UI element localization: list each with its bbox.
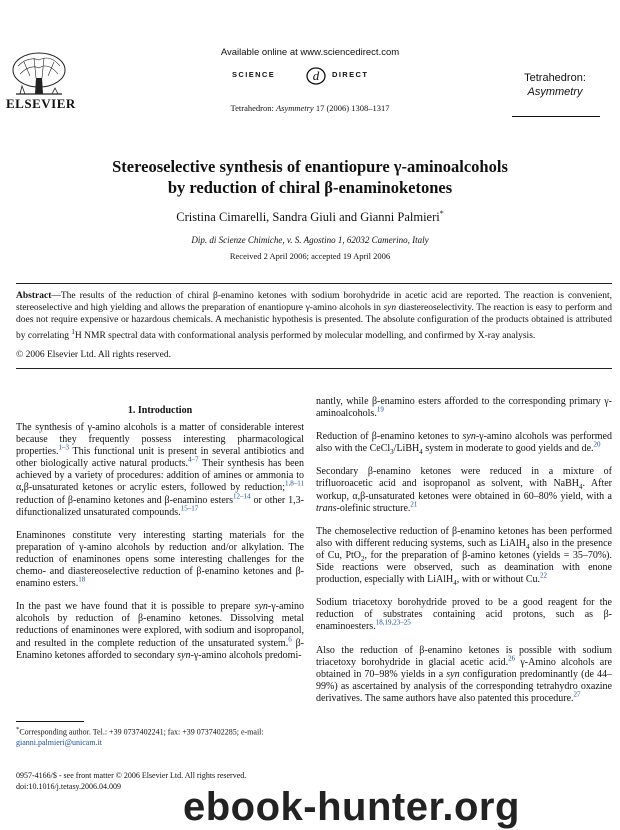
- paragraph: Enaminones constitute very interesting starting materials for the preparation of γ-amino alcohols by reduction and/or alkylation. The reduction of enaminones opens some interesting challenges for the chemo- and diastereoselective reduction of β-enamino ketones and β-enamino esters.$^{18}$: [16, 529, 304, 590]
- paragraph: The synthesis of γ-amino alcohols is a matter of considerable interest because they frequently possess interesting pharmacological properties.$^{1-3}$ This functional unit is present in several antibiotics and other biologically active natural products.$^{4-7}$ Their synthesis has been achieved by a variety of procedures: addition of amines or ammonia to α,β-unsaturated ketones or acrylic esters, followed by reduction;$^{1,8-11}$ reduction of β-enamino ketones and β-enamino esters$^{12-14}$ or other 1,3-difunctionalized unsaturated compounds.$^{15-17}$: [16, 422, 304, 518]
- abstract-syn: syn: [383, 303, 397, 313]
- journal-name-line2: Asymmetry: [527, 86, 583, 98]
- available-online[interactable]: Available online at www.sciencedirect.com: [220, 47, 400, 58]
- paragraph: Sodium triacetoxy borohydride proved to be a good reagent for the reduction of substrates containing acid protons, such as β-enaminoesters.$^{18,19,23-25}$: [316, 597, 612, 633]
- footnote-mark: *: [16, 726, 20, 733]
- paragraph: The chemoselective reduction of β-enamino ketones has been performed also with different reducing systems, such as LiAlH$_4$ also in the presence of Cu, PtO$_2$, for the preparation of β-amino ketones (yields = 35–70%). Side reactions were observed, such as deamination with enone production, especially with LiAlH$_4$, with or without Cu.$^{22}$: [316, 525, 613, 588]
- article-title: [20, 156, 600, 198]
- abstract-sup: 1: [71, 328, 75, 336]
- paragraph: In the past we have found that it is possible to prepare syn-γ-amino alcohols by reduction of β-enamino ketones. Dissolving metal reductions of enaminones were explored, with sodium and isopropanol, and resulted in the complete reduction of the unsaturated system.$^6$ β-Enamino ketones afforded to secondary syn-γ-amino alcohols predomi-: [16, 601, 305, 661]
- sd-right-text: DIRECT: [332, 70, 369, 79]
- citation-ref[interactable]: 4–7: [188, 455, 199, 464]
- affiliation: Dip. di Scienze Chimiche, v. S. Agostino 1, 62032 Camerino, Italy: [191, 235, 429, 245]
- right-column: [316, 396, 612, 716]
- publisher-name: ELSEVIER: [6, 96, 76, 111]
- footnote-text: Corresponding author. Tel.: +39 0737402241; fax: +39 0737402285; e-mail:: [19, 727, 264, 737]
- abstract-copyright: © 2006 Elsevier Ltd. All rights reserved.: [16, 350, 171, 360]
- citation-ref[interactable]: 27: [573, 690, 581, 699]
- watermark: ebook-hunter.org: [183, 785, 520, 829]
- citation-ref[interactable]: 15–17: [180, 504, 199, 513]
- sd-left-text: SCIENCE: [232, 70, 276, 79]
- svg-text:d: d: [312, 68, 320, 83]
- author-mark[interactable]: *: [439, 209, 444, 218]
- section-heading: 1. Introduction: [127, 405, 193, 416]
- citation-ref[interactable]: 19: [376, 405, 384, 414]
- abstract-text-a: —The results of the reduction of chiral β-enamino ketones with sodium borohydride in acetic acid are reported. The reaction is convenient, stereoselective and high yielding and allows the preparation of enantiopure γ-amino alcohols in: [16, 291, 612, 313]
- abstract-bottom-rule: [16, 368, 612, 369]
- citation-ref[interactable]: 18: [78, 575, 86, 584]
- citation-ref[interactable]: 26: [508, 654, 516, 663]
- sciencedirect-d-icon: [304, 62, 328, 86]
- footnote-rule: [16, 721, 84, 722]
- citation-ref[interactable]: 6: [288, 635, 292, 644]
- abstract-top-rule: [16, 283, 612, 284]
- abstract-text-c: H NMR spectral data with conformational analysis performed by molecular modelling, and confirmed by X-ray analysis.: [74, 331, 536, 342]
- journal-name-line1: Tetrahedron:: [524, 72, 586, 84]
- received-dates: Received 2 April 2006; accepted 19 April 2006: [229, 251, 391, 261]
- paragraph: nantly, while β-enamino esters afforded to the corresponding primary γ-aminoalcohols.$^{19}$: [316, 396, 612, 420]
- abstract: [16, 290, 612, 342]
- citation-ref[interactable]: 22: [540, 571, 548, 580]
- title-line-2: by reduction of chiral β-enaminoketones: [167, 178, 453, 197]
- authors-text: Cristina Cimarelli, Sandra Giuli and Gianni Palmieri: [176, 210, 440, 225]
- paragraph: Also the reduction of β-enamino ketones is possible with sodium triacetoxy borohydride in glacial acetic acid.$^{26}$ γ-Amino alcohols are obtained in 70–98% yields in a syn configuration predominantly (de 44–99%) as ascertained by analysis of the corresponding tetrahydro oxazine derivatives. The same authors have also patented this procedure.$^{27}$: [316, 644, 612, 704]
- citation-ref[interactable]: 1–3: [58, 443, 69, 452]
- sciencedirect-logo: [232, 62, 392, 86]
- left-column: [16, 422, 304, 673]
- citation-ref[interactable]: 21: [410, 500, 418, 509]
- email-link[interactable]: gianni.palmieri@unicam.it: [16, 738, 103, 748]
- journal-rule: [512, 116, 600, 117]
- abstract-text-b: diastereoselectivity. The reaction is easy to perform and does not require expensive or hazardous chemicals. A mechanistic hypothesis is presented. The absolute configuration of the products obtained is attributed by correlating: [16, 303, 612, 342]
- paragraph: Secondary β-enamino ketones were reduced in a mixture of trifluoroacetic acid and isopropanol as solvent, with NaBH$_4$. After workup, α,β-unsaturated ketones were obtained in 60–80% yield, with a trans-olefinic structure.$^{21}$: [316, 466, 612, 514]
- citation-prefix: Tetrahedron:: [230, 103, 276, 113]
- citation-ref[interactable]: 20: [593, 440, 601, 449]
- abstract-label: Abstract: [16, 291, 52, 301]
- citation-volume: 17 (2006) 1308–1317: [313, 103, 390, 113]
- title-line-1: Stereoselective synthesis of enantiopure γ-aminoalcohols: [112, 157, 508, 176]
- citation-ref[interactable]: 1,8–11: [285, 480, 304, 489]
- journal-citation: [0, 103, 620, 113]
- author-list: [0, 209, 620, 225]
- citation-ref[interactable]: 12–14: [233, 492, 251, 501]
- corresponding-author-footnote: [16, 725, 312, 749]
- issn-line: 0957-4166/$ - see front matter © 2006 Elsevier Ltd. All rights reserved.: [16, 771, 247, 780]
- doi-line[interactable]: doi:10.1016/j.tetasy.2006.04.009: [16, 781, 122, 791]
- paragraph: Reduction of β-enamino ketones to syn-γ-amino alcohols was performed also with the CeCl$_3$/LiBH$_4$ system in moderate to good yields and de.$^{20}$: [316, 431, 612, 457]
- citation-ref[interactable]: 18,19,23–25: [375, 619, 411, 628]
- citation-journal: Asymmetry: [275, 103, 314, 113]
